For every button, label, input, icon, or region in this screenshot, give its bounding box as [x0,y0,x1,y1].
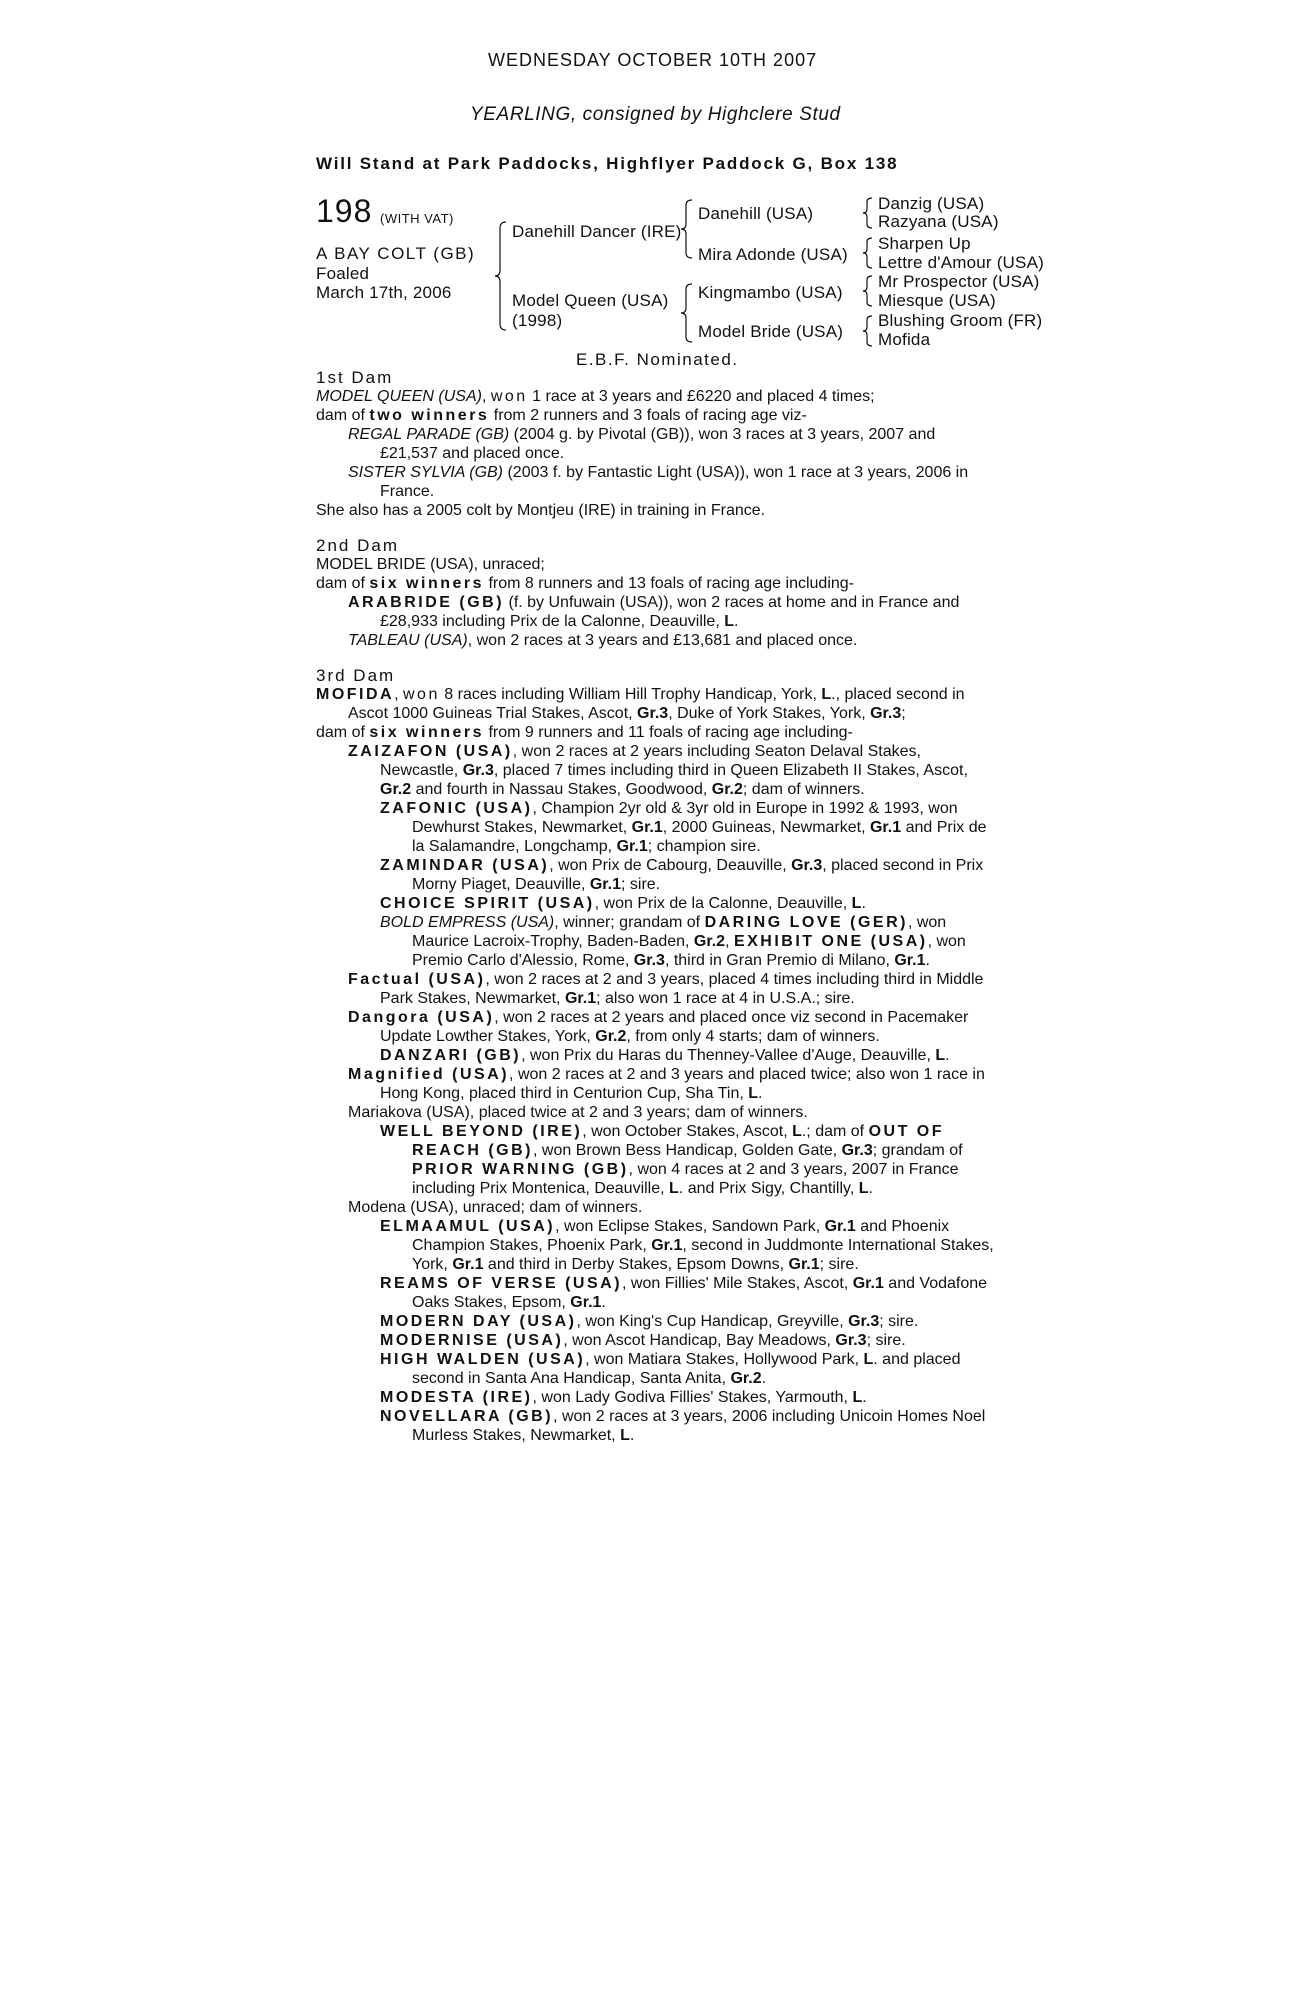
record-line: REAMS OF VERSE (USA), won Fillies' Mile Stakes, Ascot, Gr.1 and Vodafone Oaks Stakes, Epsom, Gr.1. [380,1275,988,1311]
consignment-line: YEARLING, consigned by Highclere Stud [470,104,841,125]
foaled-date: March 17th, 2006 [316,283,452,302]
pedigree-gen3-7: Blushing Groom (FR) [878,311,1043,330]
pedigree-dam-year: (1998) [512,311,563,330]
record-line: ELMAAMUL (USA), won Eclipse Stakes, Sandown Park, Gr.1 and Phoenix Champion Stakes, Phoenix Park, Gr.1, second in Juddmonte International Stakes, York, Gr.1 and third in Derby Stakes, Epsom Downs, Gr.1; sire. [380,1218,994,1273]
third-dam-title: 3rd Dam [316,666,396,685]
first-dam-section [316,368,996,520]
third-dam-lines [316,685,996,1445]
pedigree-sire: Danehill Dancer (IRE) [512,222,682,241]
record-line: BOLD EMPRESS (USA), winner; grandam of DARING LOVE (GER), won Maurice Lacroix-Trophy, Baden-Baden, Gr.2, EXHIBIT ONE (USA), won Premio Carlo d'Alessio, Rome, Gr.3, third in Gran Premio di Milano, Gr.1. [380,914,966,969]
second-dam-section [316,536,996,650]
record-line: MODERN DAY (USA), won King's Cup Handicap, Greyville, Gr.3; sire. [380,1313,919,1330]
pedigree-gen3-6: Miesque (USA) [878,291,996,310]
produce-record [316,368,996,1445]
first-dam-lines [316,387,996,520]
pedigree-dam-dam: Model Bride (USA) [698,322,844,341]
pedigree-gen3-1: Danzig (USA) [878,194,985,213]
vat-label: (WITH VAT) [380,211,454,226]
foaled-label: Foaled [316,264,370,283]
pedigree-sire-sire: Danehill (USA) [698,204,814,223]
record-line: MODEL BRIDE (USA), unraced; [316,556,545,573]
second-dam-lines [316,555,996,650]
pedigree-sire-dam: Mira Adonde (USA) [698,245,848,264]
second-dam-title: 2nd Dam [316,536,399,555]
pedigree-gen3-8: Mofida [878,330,931,349]
record-line: CHOICE SPIRIT (USA), won Prix de la Calonne, Deauville, L. [380,895,866,912]
location-line: Will Stand at Park Paddocks, Highflyer Paddock G, Box 138 [316,154,899,173]
record-line: Factual (USA), won 2 races at 2 and 3 years, placed 4 times including third in Middle Park Stakes, Newmarket, Gr.1; also won 1 race at 4 in U.S.A.; sire. [348,971,984,1007]
third-dam-section [316,666,996,1445]
pedigree-dam-brace [680,284,694,342]
pedigree-gen3-5: Mr Prospector (USA) [878,272,1040,291]
pedigree-brace-gen3-4 [862,316,874,346]
record-line: REGAL PARADE (GB) (2004 g. by Pivotal (GB)), won 3 races at 3 years, 2007 and £21,537 and placed once. [348,426,936,462]
record-line: Modena (USA), unraced; dam of winners. [348,1199,643,1216]
record-line: MODEL QUEEN (USA), won 1 race at 3 years and £6220 and placed 4 times; [316,388,875,405]
record-line: dam of six winners from 8 runners and 13 foals of racing age including- [316,575,855,592]
pedigree-gen3-4: Lettre d'Amour (USA) [878,253,1044,272]
record-line: NOVELLARA (GB), won 2 races at 3 years, 2006 including Unicoin Homes Noel Murless Stakes, Newmarket, L. [380,1408,986,1444]
sale-date: WEDNESDAY OCTOBER 10TH 2007 [488,50,818,70]
record-line: dam of six winners from 9 runners and 11 foals of racing age including- [316,724,853,741]
record-line: MODERNISE (USA), won Ascot Handicap, Bay Meadows, Gr.3; sire. [380,1332,906,1349]
record-line: WELL BEYOND (IRE), won October Stakes, Ascot, L.; dam of OUT OF REACH (GB), won Brown Bess Handicap, Golden Gate, Gr.3; grandam of PRIOR WARNING (GB), won 4 races at 2 and 3 years, 2007 in France including Prix Montenica, Deauville, L. and Prix Sigy, Chantilly, L. [380,1123,963,1197]
record-line: She also has a 2005 colt by Montjeu (IRE) in training in France. [316,502,766,519]
pedigree-gen3-3: Sharpen Up [878,234,971,253]
record-line: ZAIZAFON (USA), won 2 races at 2 years including Seaton Delaval Stakes, Newcastle, Gr.3, placed 7 times including third in Queen Elizabeth II Stakes, Ascot, Gr.2 and fourth in Nassau Stakes, Goodwood, Gr.2; dam of winners. [348,743,968,798]
pedigree-brace-gen3-3 [862,276,874,306]
record-line: MODESTA (IRE), won Lady Godiva Fillies' Stakes, Yarmouth, L. [380,1389,867,1406]
pedigree-main-brace [494,222,508,330]
record-line: ZAFONIC (USA), Champion 2yr old & 3yr old in Europe in 1992 & 1993, won Dewhurst Stakes, Newmarket, Gr.1, 2000 Guineas, Newmarket, Gr.1 and Prix de la Salamandre, Longchamp, Gr.1; champion sire. [380,800,987,855]
lot-number: 198 [316,193,373,229]
horse-description: A BAY COLT (GB) [316,244,476,263]
pedigree-dam: Model Queen (USA) [512,291,669,310]
record-line: SISTER SYLVIA (GB) (2003 f. by Fantastic Light (USA)), won 1 race at 3 years, 2006 in France. [348,464,969,500]
record-line: Mariakova (USA), placed twice at 2 and 3 years; dam of winners. [348,1104,808,1121]
record-line: Magnified (USA), won 2 races at 2 and 3 years and placed twice; also won 1 race in Hong Kong, placed third in Centurion Cup, Sha Tin, L. [348,1066,985,1102]
record-line: MOFIDA, won 8 races including William Hill Trophy Handicap, York, L., placed second in Ascot 1000 Guineas Trial Stakes, Ascot, Gr.3, Duke of York Stakes, York, Gr.3; [316,686,965,722]
pedigree-gen3-2: Razyana (USA) [878,212,999,231]
pedigree-brace-gen3-1 [862,198,874,228]
ebf-nomination: E.B.F. Nominated. [576,350,739,369]
pedigree-brace-gen3-2 [862,238,874,268]
record-line: ZAMINDAR (USA), won Prix de Cabourg, Deauville, Gr.3, placed second in Prix Morny Piaget, Deauville, Gr.1; sire. [380,857,984,893]
record-line: dam of two winners from 2 runners and 3 foals of racing age viz- [316,407,807,424]
record-line: Dangora (USA), won 2 races at 2 years and placed once viz second in Pacemaker Update Lowther Stakes, York, Gr.2, from only 4 starts; dam of winners. [348,1009,969,1045]
first-dam-title: 1st Dam [316,368,394,387]
record-line: HIGH WALDEN (USA), won Matiara Stakes, Hollywood Park, L. and placed second in Santa Ana Handicap, Santa Anita, Gr.2. [380,1351,961,1387]
record-line: ARABRIDE (GB) (f. by Unfuwain (USA)), won 2 races at home and in France and £28,933 including Prix de la Calonne, Deauville, L. [348,594,960,630]
record-line: TABLEAU (USA), won 2 races at 3 years and £13,681 and placed once. [348,632,858,649]
pedigree-dam-sire: Kingmambo (USA) [698,283,843,302]
record-line: DANZARI (GB), won Prix du Haras du Thenney-Vallee d'Auge, Deauville, L. [380,1047,950,1064]
pedigree-sire-brace [680,200,694,258]
